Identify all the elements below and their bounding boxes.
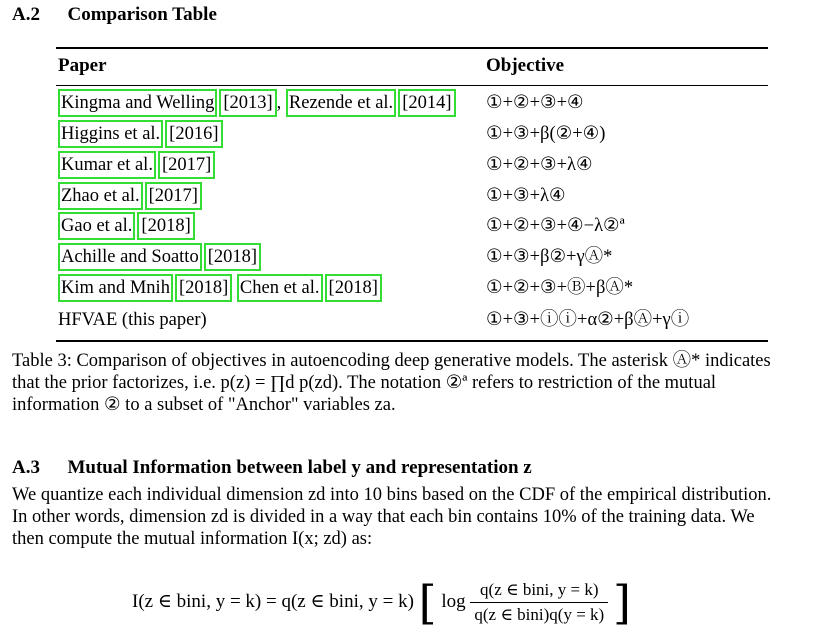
table-row: HFVAE (this paper) [58, 310, 207, 330]
citation-year[interactable]: [2018] [175, 274, 232, 302]
citation-author[interactable]: Rezende et al. [286, 89, 396, 117]
table-row [58, 274, 382, 302]
column-header-paper: Paper [58, 55, 107, 76]
citation-author[interactable]: Zhao et al. [58, 182, 143, 210]
objective-cell: ①+③+λ④ [486, 186, 566, 206]
equation-numerator: q(z ∈ bini, y = k) [470, 578, 608, 603]
table-row [58, 151, 215, 179]
citation-year[interactable]: [2017] [145, 182, 202, 210]
citation-author[interactable]: Higgins et al. [58, 120, 163, 148]
citation-year[interactable]: [2014] [398, 89, 455, 117]
mutual-information-equation [132, 575, 631, 630]
body-line: then compute the mutual information I(x; zd) as: [12, 529, 373, 549]
citation-year[interactable]: [2013] [219, 89, 276, 117]
section-number: A.2 [12, 4, 40, 25]
section-title: Comparison Table [67, 4, 217, 25]
objective-cell: ①+②+③+λ④ [486, 155, 593, 175]
citation-year[interactable]: [2018] [204, 243, 261, 271]
equation-log: log [441, 590, 466, 612]
right-bracket: ] [612, 575, 631, 630]
table-row [58, 212, 195, 240]
table-top-rule [56, 47, 768, 49]
objective-cell: ①+③+ⓘⓘ+α②+βⒶ+γⓘ [486, 310, 690, 330]
table-caption [12, 350, 827, 416]
equation-lhs: I(z ∈ bini, y = k) = q(z ∈ bini, y = k) [132, 590, 414, 612]
citation-author[interactable]: Kim and Mnih [58, 274, 173, 302]
objective-cell: ①+③+β②+γⒶ* [486, 247, 613, 267]
table-row [58, 182, 202, 210]
objective-cell: ①+②+③+④ [486, 93, 584, 113]
equation-fraction [470, 578, 608, 627]
citation-year[interactable]: [2016] [165, 120, 222, 148]
caption-line: Table 3: Comparison of objectives in autoencoding deep generative models. The asterisk Ⓐ* indicates [12, 351, 771, 371]
body-line: We quantize each individual dimension zd into 10 bins based on the CDF of the empirical distribution. [12, 485, 772, 505]
table-bottom-rule [56, 340, 768, 342]
objective-cell: ①+②+③+Ⓑ+βⒶ* [486, 278, 634, 298]
citation-author[interactable]: Kingma and Welling [58, 89, 217, 117]
section-number: A.3 [12, 457, 40, 478]
equation-denominator: q(z ∈ bini)q(y = k) [474, 605, 605, 624]
citation-author[interactable]: Achille and Soatto [58, 243, 202, 271]
citation-year[interactable]: [2018] [325, 274, 382, 302]
caption-line: information ② to a subset of "Anchor" variables za. [12, 395, 396, 415]
body-paragraph [12, 484, 827, 550]
citation-year[interactable]: [2018] [137, 212, 194, 240]
left-bracket: [ [418, 575, 437, 630]
column-header-objective: Objective [486, 55, 565, 76]
citation-year[interactable]: [2017] [158, 151, 215, 179]
citation-author[interactable]: Gao et al. [58, 212, 135, 240]
table-row [58, 120, 223, 148]
section-a2-heading [12, 4, 217, 26]
objective-cell: ①+③+β(②+④) [486, 124, 606, 144]
table-mid-rule [56, 85, 768, 86]
body-line: In other words, dimension zd is divided in a way that each bin contains 10% of the training data. We [12, 507, 755, 527]
table-row: Kingma and Welling [2013] , Rezende et al. [2014] [58, 89, 456, 117]
objective-cell: ①+②+③+④−λ②ª [486, 216, 625, 236]
section-a3-heading [12, 457, 532, 479]
section-title: Mutual Information between label y and representation z [67, 457, 532, 478]
citation-author[interactable]: Chen et al. [237, 274, 323, 302]
table-row [58, 243, 261, 271]
citation-author[interactable]: Kumar et al. [58, 151, 156, 179]
caption-line: that the prior factorizes, i.e. p(z) = ∏d p(zd). The notation ②ª refers to restriction of the mutual [12, 373, 717, 393]
